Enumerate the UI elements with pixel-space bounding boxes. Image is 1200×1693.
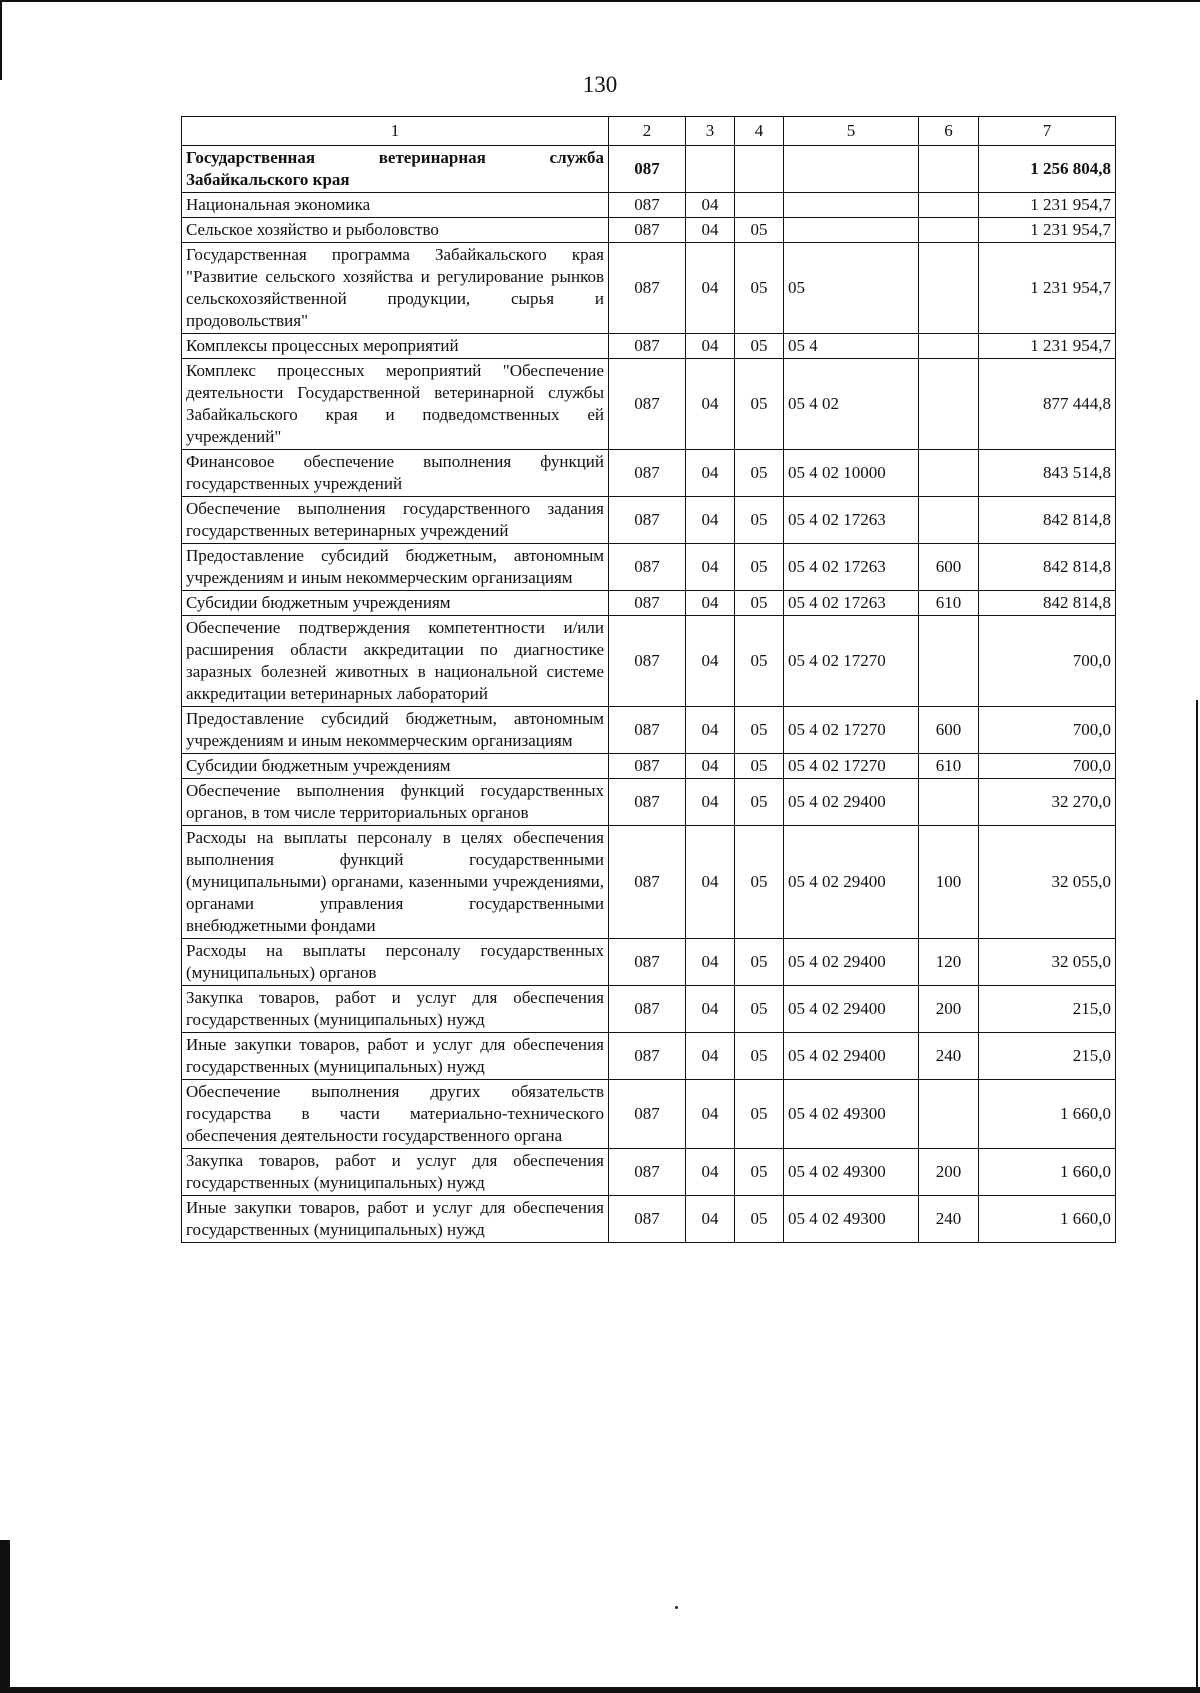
expense-type-cell: 100 <box>919 826 979 939</box>
expense-type-cell <box>919 218 979 243</box>
table-row <box>182 497 1116 544</box>
target-article-cell: 05 4 02 29400 <box>784 939 919 986</box>
header-cell: 5 <box>784 117 919 146</box>
expense-type-cell <box>919 779 979 826</box>
table-row <box>182 1080 1116 1149</box>
section-code-cell: 04 <box>686 1080 735 1149</box>
table-body <box>182 146 1116 1243</box>
section-code-cell: 04 <box>686 1196 735 1243</box>
admin-code-cell: 087 <box>609 497 686 544</box>
table-row <box>182 450 1116 497</box>
scan-edge-top <box>0 0 1200 2</box>
amount-cell: 843 514,8 <box>979 450 1116 497</box>
scan-edge-bottom <box>0 1687 1200 1693</box>
table-row <box>182 939 1116 986</box>
header-cell: 3 <box>686 117 735 146</box>
admin-code-cell: 087 <box>609 218 686 243</box>
section-code-cell: 04 <box>686 616 735 707</box>
target-article-cell: 05 4 02 29400 <box>784 986 919 1033</box>
amount-cell: 842 814,8 <box>979 544 1116 591</box>
target-article-cell: 05 4 02 10000 <box>784 450 919 497</box>
section-code-cell: 04 <box>686 986 735 1033</box>
table-row <box>182 359 1116 450</box>
section-code-cell <box>686 146 735 193</box>
expense-type-cell <box>919 616 979 707</box>
target-article-cell: 05 4 02 17263 <box>784 497 919 544</box>
header-cell: 6 <box>919 117 979 146</box>
subsection-code-cell: 05 <box>735 218 784 243</box>
header-cell: 7 <box>979 117 1116 146</box>
item-name-cell: Сельское хозяйство и рыболовство <box>182 218 609 243</box>
admin-code-cell: 087 <box>609 1080 686 1149</box>
table-row <box>182 779 1116 826</box>
target-article-cell: 05 4 02 17263 <box>784 591 919 616</box>
target-article-cell: 05 4 02 <box>784 359 919 450</box>
target-article-cell: 05 4 02 29400 <box>784 826 919 939</box>
expense-type-cell <box>919 193 979 218</box>
item-name-cell: Финансовое обеспечение выполнения функций государственных учреждений <box>182 450 609 497</box>
table-row <box>182 1149 1116 1196</box>
amount-cell: 32 055,0 <box>979 826 1116 939</box>
expense-type-cell: 610 <box>919 591 979 616</box>
admin-code-cell: 087 <box>609 616 686 707</box>
expense-type-cell: 610 <box>919 754 979 779</box>
target-article-cell: 05 4 02 29400 <box>784 779 919 826</box>
target-article-cell: 05 4 02 17270 <box>784 754 919 779</box>
expense-type-cell: 200 <box>919 986 979 1033</box>
amount-cell: 1 231 954,7 <box>979 193 1116 218</box>
subsection-code-cell: 05 <box>735 450 784 497</box>
admin-code-cell: 087 <box>609 334 686 359</box>
item-name-cell: Расходы на выплаты персоналу в целях обеспечения выполнения функций государственными (муниципальными) органами, казенными учреждениями, органами управления государственными внебюджетными фондами <box>182 826 609 939</box>
amount-cell: 842 814,8 <box>979 497 1116 544</box>
amount-cell: 1 660,0 <box>979 1080 1116 1149</box>
admin-code-cell: 087 <box>609 359 686 450</box>
expense-type-cell <box>919 497 979 544</box>
admin-code-cell: 087 <box>609 939 686 986</box>
amount-cell: 700,0 <box>979 754 1116 779</box>
section-code-cell: 04 <box>686 544 735 591</box>
subsection-code-cell: 05 <box>735 1080 784 1149</box>
admin-code-cell: 087 <box>609 779 686 826</box>
expense-type-cell <box>919 1080 979 1149</box>
item-name-cell: Национальная экономика <box>182 193 609 218</box>
amount-cell: 700,0 <box>979 707 1116 754</box>
table-row <box>182 1196 1116 1243</box>
amount-cell: 842 814,8 <box>979 591 1116 616</box>
item-name-cell: Расходы на выплаты персоналу государственных (муниципальных) органов <box>182 939 609 986</box>
target-article-cell <box>784 218 919 243</box>
item-name-cell: Иные закупки товаров, работ и услуг для обеспечения государственных (муниципальных) нужд <box>182 1033 609 1080</box>
target-article-cell: 05 4 02 17270 <box>784 707 919 754</box>
table-row <box>182 243 1116 334</box>
admin-code-cell: 087 <box>609 1149 686 1196</box>
budget-table <box>181 116 1116 1243</box>
amount-cell: 1 231 954,7 <box>979 243 1116 334</box>
admin-code-cell: 087 <box>609 707 686 754</box>
section-code-cell: 04 <box>686 779 735 826</box>
item-name-cell: Комплексы процессных мероприятий <box>182 334 609 359</box>
item-name-cell: Закупка товаров, работ и услуг для обеспечения государственных (муниципальных) нужд <box>182 1149 609 1196</box>
admin-code-cell: 087 <box>609 1033 686 1080</box>
subsection-code-cell: 05 <box>735 334 784 359</box>
subsection-code-cell: 05 <box>735 359 784 450</box>
amount-cell: 700,0 <box>979 616 1116 707</box>
amount-cell: 1 660,0 <box>979 1196 1116 1243</box>
target-article-cell: 05 4 02 17263 <box>784 544 919 591</box>
header-cell: 2 <box>609 117 686 146</box>
admin-code-cell: 087 <box>609 243 686 334</box>
target-article-cell: 05 4 02 17270 <box>784 616 919 707</box>
table-row <box>182 193 1116 218</box>
expense-type-cell: 120 <box>919 939 979 986</box>
admin-code-cell: 087 <box>609 450 686 497</box>
table-row <box>182 986 1116 1033</box>
table-row <box>182 544 1116 591</box>
section-code-cell: 04 <box>686 218 735 243</box>
subsection-code-cell: 05 <box>735 497 784 544</box>
scan-speck <box>675 1606 678 1609</box>
item-name-cell: Обеспечение выполнения других обязательств государства в части материально-технического обеспечения деятельности государственного органа <box>182 1080 609 1149</box>
admin-code-cell: 087 <box>609 1196 686 1243</box>
subsection-code-cell <box>735 193 784 218</box>
table-row <box>182 754 1116 779</box>
section-code-cell: 04 <box>686 591 735 616</box>
subsection-code-cell: 05 <box>735 1196 784 1243</box>
expense-type-cell: 600 <box>919 544 979 591</box>
expense-type-cell: 240 <box>919 1033 979 1080</box>
expense-type-cell: 240 <box>919 1196 979 1243</box>
admin-code-cell: 087 <box>609 754 686 779</box>
target-article-cell: 05 4 02 49300 <box>784 1149 919 1196</box>
admin-code-cell: 087 <box>609 544 686 591</box>
item-name-cell: Предоставление субсидий бюджетным, автономным учреждениям и иным некоммерческим организациям <box>182 544 609 591</box>
table-row <box>182 334 1116 359</box>
target-article-cell <box>784 193 919 218</box>
amount-cell: 1 231 954,7 <box>979 218 1116 243</box>
admin-code-cell: 087 <box>609 193 686 218</box>
page-number: 130 <box>582 72 618 97</box>
scan-edge-right <box>1196 700 1198 1693</box>
item-name-cell: Обеспечение подтверждения компетентности и/или расширения области аккредитации по диагностике заразных болезней животных в национальной системе аккредитации ветеринарных лабораторий <box>182 616 609 707</box>
expense-type-cell <box>919 450 979 497</box>
section-code-cell: 04 <box>686 193 735 218</box>
section-code-cell: 04 <box>686 826 735 939</box>
section-code-cell: 04 <box>686 334 735 359</box>
subsection-code-cell: 05 <box>735 1033 784 1080</box>
header-row <box>182 117 1116 146</box>
target-article-cell: 05 4 02 29400 <box>784 1033 919 1080</box>
amount-cell: 1 660,0 <box>979 1149 1116 1196</box>
target-article-cell: 05 <box>784 243 919 334</box>
section-code-cell: 04 <box>686 1033 735 1080</box>
subsection-code-cell: 05 <box>735 779 784 826</box>
amount-cell: 215,0 <box>979 986 1116 1033</box>
table-row <box>182 218 1116 243</box>
amount-cell: 32 270,0 <box>979 779 1116 826</box>
scan-edge-left-lower <box>0 1540 10 1693</box>
item-name-cell: Предоставление субсидий бюджетным, автономным учреждениям и иным некоммерческим организациям <box>182 707 609 754</box>
target-article-cell: 05 4 02 49300 <box>784 1080 919 1149</box>
target-article-cell: 05 4 <box>784 334 919 359</box>
amount-cell: 215,0 <box>979 1033 1116 1080</box>
amount-cell: 1 231 954,7 <box>979 334 1116 359</box>
item-name-cell: Субсидии бюджетным учреждениям <box>182 591 609 616</box>
item-name-cell: Закупка товаров, работ и услуг для обеспечения государственных (муниципальных) нужд <box>182 986 609 1033</box>
amount-cell: 32 055,0 <box>979 939 1116 986</box>
subsection-code-cell: 05 <box>735 544 784 591</box>
section-code-cell: 04 <box>686 707 735 754</box>
table-row <box>182 616 1116 707</box>
item-name-cell: Обеспечение выполнения государственного задания государственных ветеринарных учреждений <box>182 497 609 544</box>
amount-cell: 877 444,8 <box>979 359 1116 450</box>
section-code-cell: 04 <box>686 243 735 334</box>
expense-type-cell <box>919 359 979 450</box>
item-name-cell: Государственная программа Забайкальского края "Развитие сельского хозяйства и регулирование рынков сельскохозяйственной продукции, сырья и продовольствия" <box>182 243 609 334</box>
expense-type-cell: 200 <box>919 1149 979 1196</box>
section-code-cell: 04 <box>686 450 735 497</box>
header-cell: 4 <box>735 117 784 146</box>
subsection-code-cell: 05 <box>735 986 784 1033</box>
expense-type-cell: 600 <box>919 707 979 754</box>
target-article-cell: 05 4 02 49300 <box>784 1196 919 1243</box>
item-name-cell: Комплекс процессных мероприятий "Обеспечение деятельности Государственной ветеринарной службы Забайкальского края и подведомственных ей учреждений" <box>182 359 609 450</box>
item-name-cell: Иные закупки товаров, работ и услуг для обеспечения государственных (муниципальных) нужд <box>182 1196 609 1243</box>
header-cell: 1 <box>182 117 609 146</box>
table-row <box>182 707 1116 754</box>
expense-type-cell <box>919 243 979 334</box>
item-name-cell: Субсидии бюджетным учреждениям <box>182 754 609 779</box>
admin-code-cell: 087 <box>609 591 686 616</box>
item-name-cell: Обеспечение выполнения функций государственных органов, в том числе территориальных органов <box>182 779 609 826</box>
table-row <box>182 1033 1116 1080</box>
expense-type-cell <box>919 146 979 193</box>
subsection-code-cell: 05 <box>735 616 784 707</box>
section-code-cell: 04 <box>686 939 735 986</box>
subsection-code-cell: 05 <box>735 939 784 986</box>
table-row <box>182 591 1116 616</box>
amount-cell: 1 256 804,8 <box>979 146 1116 193</box>
target-article-cell <box>784 146 919 193</box>
admin-code-cell: 087 <box>609 826 686 939</box>
table-row <box>182 146 1116 193</box>
section-code-cell: 04 <box>686 497 735 544</box>
section-code-cell: 04 <box>686 754 735 779</box>
expense-type-cell <box>919 334 979 359</box>
subsection-code-cell: 05 <box>735 591 784 616</box>
item-name-cell: Государственная ветеринарная служба Забайкальского края <box>182 146 609 193</box>
scan-edge-left-upper <box>0 0 2 80</box>
subsection-code-cell: 05 <box>735 754 784 779</box>
subsection-code-cell: 05 <box>735 243 784 334</box>
subsection-code-cell: 05 <box>735 826 784 939</box>
admin-code-cell: 087 <box>609 986 686 1033</box>
subsection-code-cell: 05 <box>735 1149 784 1196</box>
subsection-code-cell <box>735 146 784 193</box>
subsection-code-cell: 05 <box>735 707 784 754</box>
section-code-cell: 04 <box>686 1149 735 1196</box>
section-code-cell: 04 <box>686 359 735 450</box>
admin-code-cell: 087 <box>609 146 686 193</box>
table-row <box>182 826 1116 939</box>
